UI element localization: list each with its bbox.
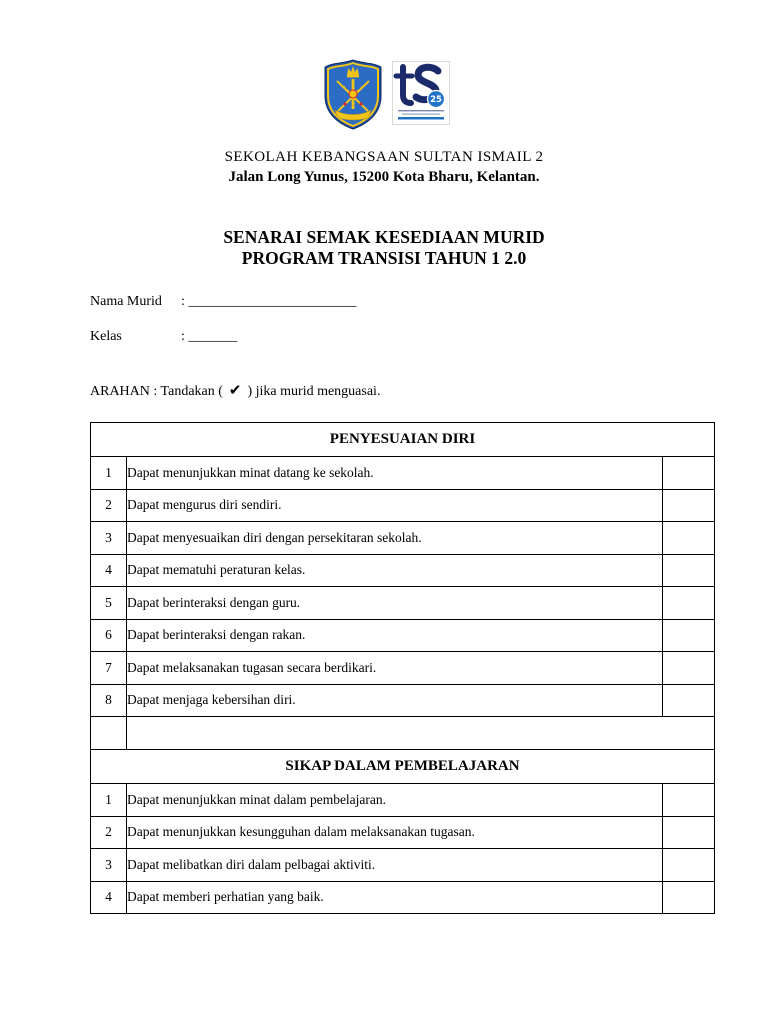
checklist-table — [90, 422, 715, 914]
blank-number-cell — [91, 717, 127, 750]
item-text: Dapat melibatkan diri dalam pelbagai aktiviti. — [127, 849, 663, 882]
school-name: SEKOLAH KEBANGSAAN SULTAN ISMAIL 2 — [224, 149, 544, 165]
item-number: 3 — [91, 849, 127, 882]
checklist-row — [91, 554, 715, 587]
item-number: 1 — [91, 457, 127, 490]
checklist-row — [91, 684, 715, 717]
item-number: 2 — [91, 489, 127, 522]
item-number: 7 — [91, 652, 127, 685]
item-number: 4 — [91, 881, 127, 914]
class-field — [90, 327, 237, 347]
blank-text-cell — [127, 717, 715, 750]
checklist-title: SENARAI SEMAK KESEDIAAN MURID — [223, 227, 545, 247]
field-label: Nama Murid — [90, 294, 162, 309]
tick-box[interactable] — [663, 457, 715, 490]
item-text: Dapat menunjukkan kesungguhan dalam melaksanakan tugasan. — [127, 816, 663, 849]
item-number: 6 — [91, 619, 127, 652]
tick-box[interactable] — [663, 784, 715, 817]
student-name-blank[interactable]: ________________________ — [188, 294, 357, 309]
program-title: PROGRAM TRANSISI TAHUN 1 2.0 — [241, 248, 527, 268]
instruction-prefix: ARAHAN : Tandakan ( — [90, 384, 223, 399]
section-header-row — [91, 750, 715, 784]
item-text: Dapat menjaga kebersihan diri. — [127, 684, 663, 717]
field-label: Kelas — [90, 329, 122, 344]
item-text: Dapat mematuhi peraturan kelas. — [127, 554, 663, 587]
tick-box[interactable] — [663, 816, 715, 849]
checklist-row — [91, 587, 715, 620]
item-text: Dapat memberi perhatian yang baik. — [127, 881, 663, 914]
tick-box[interactable] — [663, 849, 715, 882]
tick-box[interactable] — [663, 684, 715, 717]
checklist-row — [91, 881, 715, 914]
tick-box[interactable] — [663, 587, 715, 620]
item-number: 8 — [91, 684, 127, 717]
item-text: Dapat mengurus diri sendiri. — [127, 489, 663, 522]
field-colon: : — [181, 329, 185, 344]
checklist-row — [91, 457, 715, 490]
item-number: 2 — [91, 816, 127, 849]
checklist-row — [91, 489, 715, 522]
item-text: Dapat menunjukkan minat dalam pembelajaran. — [127, 784, 663, 817]
tick-box[interactable] — [663, 652, 715, 685]
student-name-field — [90, 292, 356, 312]
item-number: 3 — [91, 522, 127, 555]
tick-box[interactable] — [663, 554, 715, 587]
item-number: 1 — [91, 784, 127, 817]
section-header: PENYESUAIAN DIRI — [91, 423, 715, 457]
item-text: Dapat menyesuaikan diri dengan persekitaran sekolah. — [127, 522, 663, 555]
checklist-row — [91, 619, 715, 652]
item-text: Dapat berinteraksi dengan guru. — [127, 587, 663, 620]
blank-row — [91, 717, 715, 750]
instruction-text — [90, 380, 380, 400]
check-mark-icon: ✔ — [228, 381, 242, 399]
checklist-row — [91, 849, 715, 882]
field-colon: : — [181, 294, 185, 309]
state-crest-logo — [322, 58, 384, 130]
checklist-row — [91, 652, 715, 685]
checklist-row — [91, 816, 715, 849]
tick-box[interactable] — [663, 522, 715, 555]
ts25-logo — [392, 61, 450, 125]
tick-box[interactable] — [663, 489, 715, 522]
logo-badge-text: 25 — [430, 95, 442, 106]
section-header: SIKAP DALAM PEMBELAJARAN — [91, 750, 715, 784]
tick-box[interactable] — [663, 881, 715, 914]
item-number: 4 — [91, 554, 127, 587]
checklist-row — [91, 784, 715, 817]
instruction-suffix: ) jika murid menguasai. — [247, 384, 381, 399]
item-text: Dapat menunjukkan minat datang ke sekolah. — [127, 457, 663, 490]
checklist-row — [91, 522, 715, 555]
item-text: Dapat melaksanakan tugasan secara berdikari. — [127, 652, 663, 685]
item-text: Dapat berinteraksi dengan rakan. — [127, 619, 663, 652]
school-address: Jalan Long Yunus, 15200 Kota Bharu, Kelantan. — [228, 169, 540, 185]
item-number: 5 — [91, 587, 127, 620]
tick-box[interactable] — [663, 619, 715, 652]
section-header-row — [91, 423, 715, 457]
class-blank[interactable]: _______ — [188, 329, 238, 344]
